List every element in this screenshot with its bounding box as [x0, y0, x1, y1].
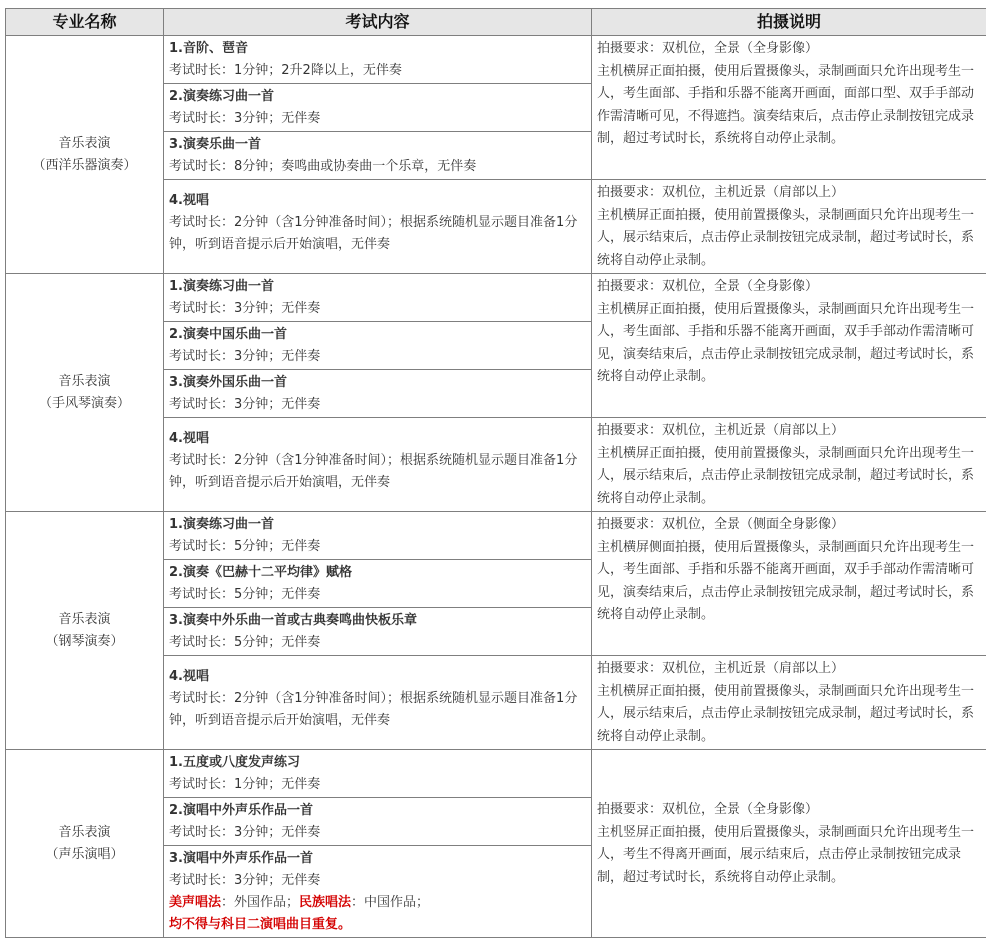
filming-note [592, 180, 986, 274]
filming-note [592, 512, 986, 656]
table-row [6, 274, 986, 322]
header-content: 考试内容 [164, 9, 592, 36]
exam-item [164, 370, 592, 418]
item-desc: 考试时长：2分钟（含1分钟准备时间）；根据系统随机显示题目准备1分钟，听到语音提示后开始演唱，无伴奏 [169, 450, 587, 494]
note-body: 主机横屏正面拍摄，使用前置摄像头，录制画面只允许出现考生一人，展示结束后，点击停止录制按钮完成录制，超过考试时长，系统将自动停止录制。 [597, 443, 980, 511]
item-desc: 考试时长：5分钟；无伴奏 [169, 632, 587, 654]
item-desc: 考试时长：3分钟；无伴奏 [169, 346, 587, 368]
table-row [6, 36, 986, 84]
major-cell [6, 512, 164, 750]
table-row [6, 512, 986, 560]
item-title: 2.演奏练习曲一首 [169, 86, 587, 108]
major-cell [6, 36, 164, 274]
item-desc: 考试时长：2分钟（含1分钟准备时间）；根据系统随机显示题目准备1分钟，听到语音提示后开始演唱，无伴奏 [169, 688, 587, 732]
filming-note [592, 750, 986, 938]
filming-note [592, 36, 986, 180]
item-desc: 考试时长：5分钟；无伴奏 [169, 584, 587, 606]
note-heading: 拍摄要求：双机位，主机近景（肩部以上） [597, 420, 980, 443]
item-title: 4.视唱 [169, 190, 587, 212]
exam-item [164, 84, 592, 132]
note-heading: 拍摄要求：双机位，全景（全身影像） [597, 799, 980, 822]
item-desc: 考试时长：8分钟；奏鸣曲或协奏曲一个乐章，无伴奏 [169, 156, 587, 178]
exam-item [164, 180, 592, 274]
item-title: 2.演奏《巴赫十二平均律》赋格 [169, 562, 587, 584]
exam-item [164, 418, 592, 512]
major-name: 音乐表演 [6, 609, 163, 631]
item-desc: 考试时长：3分钟；无伴奏 [169, 822, 587, 844]
note-heading: 拍摄要求：双机位，全景（侧面全身影像） [597, 514, 980, 537]
major-name: 音乐表演 [6, 371, 163, 393]
item-desc: 考试时长：3分钟；无伴奏 [169, 870, 587, 892]
exam-item [164, 798, 592, 846]
major-cell [6, 750, 164, 938]
item-title: 1.五度或八度发声练习 [169, 752, 587, 774]
item-desc: 考试时长：5分钟；无伴奏 [169, 536, 587, 558]
item-desc: 考试时长：1分钟；无伴奏 [169, 774, 587, 796]
exam-item [164, 322, 592, 370]
note-body: 主机横屏正面拍摄，使用后置摄像头，录制画面只允许出现考生一人，考生面部、手指和乐器不能离开画面，双手手部动作需清晰可见，演奏结束后，点击停止录制按钮完成录制，超过考试时长，系统将自动停止录制。 [597, 299, 980, 389]
major-subtitle: （西洋乐器演奏） [6, 155, 163, 177]
header-major: 专业名称 [6, 9, 164, 36]
item-title: 3.演奏乐曲一首 [169, 134, 587, 156]
item-title: 3.演奏外国乐曲一首 [169, 372, 587, 394]
major-subtitle: （手风琴演奏） [6, 393, 163, 415]
item-title: 4.视唱 [169, 428, 587, 450]
item-title: 3.演唱中外声乐作品一首 [169, 848, 587, 870]
major-name: 音乐表演 [6, 133, 163, 155]
table-row [6, 750, 986, 798]
exam-item [164, 750, 592, 798]
singing-style-note [169, 892, 587, 914]
item-title: 1.演奏练习曲一首 [169, 514, 587, 536]
exam-item [164, 132, 592, 180]
filming-note [592, 418, 986, 512]
item-desc: 考试时长：2分钟（含1分钟准备时间）；根据系统随机显示题目准备1分钟，听到语音提示后开始演唱，无伴奏 [169, 212, 587, 256]
header-row [6, 9, 986, 36]
exam-item [164, 608, 592, 656]
note-heading: 拍摄要求：双机位，主机近景（肩部以上） [597, 182, 980, 205]
note-body: 主机横屏正面拍摄，使用前置摄像头，录制画面只允许出现考生一人，展示结束后，点击停止录制按钮完成录制，超过考试时长，系统将自动停止录制。 [597, 681, 980, 749]
note-heading: 拍摄要求：双机位，主机近景（肩部以上） [597, 658, 980, 681]
exam-item [164, 36, 592, 84]
exam-item [164, 274, 592, 322]
exam-table [5, 8, 986, 938]
item-desc: 考试时长：3分钟；无伴奏 [169, 108, 587, 130]
note-body: 主机竖屏正面拍摄，使用后置摄像头，录制画面只允许出现考生一人，考生不得离开画面，展示结束后，点击停止录制按钮完成录制，超过考试时长，系统将自动停止录制。 [597, 822, 980, 890]
filming-note [592, 274, 986, 418]
item-title: 3.演奏中外乐曲一首或古典奏鸣曲快板乐章 [169, 610, 587, 632]
note-heading: 拍摄要求：双机位，全景（全身影像） [597, 276, 980, 299]
folk-text: ：中国作品； [351, 895, 429, 910]
note-body: 主机横屏正面拍摄，使用后置摄像头，录制画面只允许出现考生一人，考生面部、手指和乐器不能离开画面，面部口型、双手手部动作需清晰可见，不得遮挡。演奏结束后，点击停止录制按钮完成录制，超过考试时长，系统将自动停止录制。 [597, 61, 980, 151]
major-subtitle: （钢琴演奏） [6, 631, 163, 653]
filming-note [592, 656, 986, 750]
exam-item [164, 560, 592, 608]
item-title: 4.视唱 [169, 666, 587, 688]
header-notes: 拍摄说明 [592, 9, 986, 36]
item-desc: 考试时长：1分钟；2升2降以上，无伴奏 [169, 60, 587, 82]
item-title: 1.演奏练习曲一首 [169, 276, 587, 298]
major-cell [6, 274, 164, 512]
item-desc: 考试时长：3分钟；无伴奏 [169, 298, 587, 320]
repeat-warning: 均不得与科目二演唱曲目重复。 [169, 914, 587, 936]
major-subtitle: （声乐演唱） [6, 844, 163, 866]
bel-canto-label: 美声唱法 [169, 895, 221, 910]
exam-item [164, 512, 592, 560]
item-title: 2.演奏中国乐曲一首 [169, 324, 587, 346]
exam-item [164, 656, 592, 750]
item-desc: 考试时长：3分钟；无伴奏 [169, 394, 587, 416]
note-heading: 拍摄要求：双机位，全景（全身影像） [597, 38, 980, 61]
item-title: 2.演唱中外声乐作品一首 [169, 800, 587, 822]
note-body: 主机横屏正面拍摄，使用前置摄像头，录制画面只允许出现考生一人，展示结束后，点击停止录制按钮完成录制，超过考试时长，系统将自动停止录制。 [597, 205, 980, 273]
item-title: 1.音阶、琶音 [169, 38, 587, 60]
major-name: 音乐表演 [6, 822, 163, 844]
bel-canto-text: ：外国作品； [221, 895, 299, 910]
folk-label: 民族唱法 [299, 895, 351, 910]
note-body: 主机横屏侧面拍摄，使用后置摄像头，录制画面只允许出现考生一人，考生面部、手指和乐器不能离开画面，双手手部动作需清晰可见，演奏结束后，点击停止录制按钮完成录制，超过考试时长，系统将自动停止录制。 [597, 537, 980, 627]
